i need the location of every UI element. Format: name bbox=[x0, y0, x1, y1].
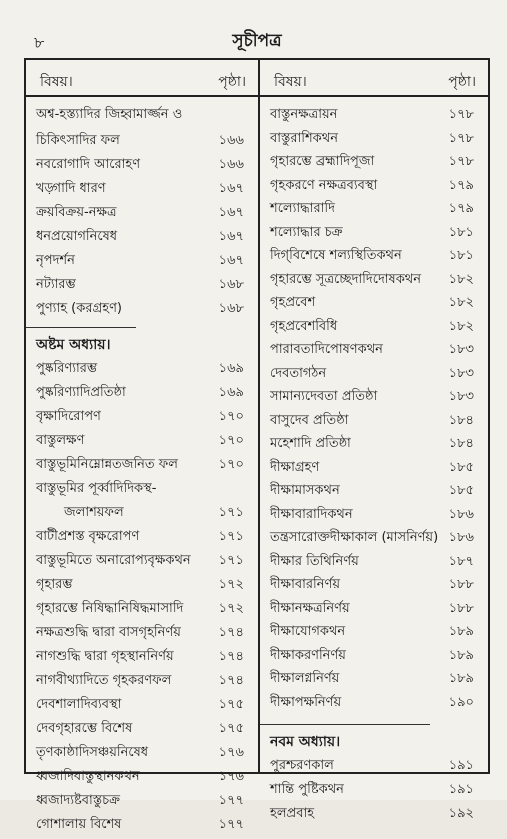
right-entry-list bbox=[260, 95, 488, 828]
toc-entry bbox=[260, 293, 488, 317]
toc-entry bbox=[260, 129, 488, 153]
entry-page-number: ১৭৪ bbox=[218, 673, 244, 688]
entry-text: তন্ত্রসারোক্তদীক্ষাকাল (মাসনির্ণয়) bbox=[270, 530, 439, 545]
toc-entry bbox=[26, 791, 258, 815]
entry-page-number: ১৬৭ bbox=[218, 205, 244, 220]
toc-entry bbox=[260, 804, 488, 828]
entry-text: ধ্বজাদ্যষ্টবাস্তুচক্র bbox=[36, 793, 121, 808]
toc-entry bbox=[26, 623, 258, 647]
toc-entry bbox=[26, 671, 258, 695]
entry-text: দীক্ষাবারাদিকথন bbox=[270, 506, 353, 522]
toc-entry bbox=[260, 434, 488, 458]
entry-page-number: ১৭৬ bbox=[218, 769, 244, 784]
entry-page-number: ১৮২ bbox=[448, 318, 474, 334]
toc-entry bbox=[26, 647, 258, 671]
toc-entry bbox=[260, 270, 488, 294]
entry-text: দিগ্‌বিশেষে শল্যস্থিতিকথন bbox=[270, 248, 402, 263]
toc-entry bbox=[260, 693, 488, 717]
toc-entry bbox=[260, 528, 488, 552]
entry-text: বাস্তুভূমির পূর্ব্বাদিদিকস্থ- bbox=[36, 481, 157, 496]
entry-text: দীক্ষার তিথিনির্ণয় bbox=[270, 553, 359, 569]
entry-page-number: ১৭৯ bbox=[448, 201, 474, 216]
toc-entry bbox=[260, 364, 488, 388]
entry-page-number: ১৬৮ bbox=[218, 277, 244, 292]
entry-text: জলাশয়ফল bbox=[64, 505, 124, 520]
entry-page-number: ১৭০ bbox=[218, 409, 244, 424]
page-header bbox=[24, 26, 490, 54]
toc-entry bbox=[26, 179, 258, 203]
toc-entry bbox=[26, 575, 258, 599]
toc-entry bbox=[260, 152, 488, 176]
entry-page-number: ১৮১ bbox=[448, 248, 474, 263]
entry-text: মহেশাদি প্রতিষ্ঠা bbox=[270, 436, 351, 451]
toc-entry bbox=[26, 359, 258, 383]
entry-page-number: ১৮৬ bbox=[448, 506, 474, 522]
left-column bbox=[26, 60, 258, 839]
left-column-header bbox=[26, 60, 258, 95]
entry-page-number: ১৯০ bbox=[448, 694, 474, 710]
toc-entry bbox=[260, 669, 488, 693]
entry-text: অশ্ব-হস্ত্যাদির জিহ্বামার্জ্জন ও bbox=[36, 107, 183, 122]
entry-text: গৃহারম্ভ bbox=[36, 577, 73, 592]
entry-page-number: ১৮৮ bbox=[448, 600, 474, 616]
right-column-header bbox=[260, 60, 488, 95]
entry-page-number: ১৭১ bbox=[218, 505, 244, 520]
entry-text: গৃহপ্রবেশবিধি bbox=[270, 318, 338, 334]
page-number: ৮ bbox=[34, 33, 45, 52]
entry-page-number: ১৭১ bbox=[218, 553, 244, 568]
entry-text: বাস্তুভূমিনিম্নোন্নতজনিত ফল bbox=[36, 457, 178, 472]
entry-text: দেবতাগঠন bbox=[270, 365, 327, 381]
entry-page-number: ১৬৬ bbox=[218, 133, 244, 148]
toc-entry bbox=[260, 105, 488, 129]
toc-entry bbox=[26, 407, 258, 431]
entry-text: বাস্তুলক্ষণ bbox=[36, 433, 85, 448]
entry-text: দীক্ষাপক্ষনির্ণয় bbox=[270, 694, 342, 710]
toc-entry bbox=[26, 383, 258, 407]
toc-entry bbox=[26, 155, 258, 179]
entry-text: নৃপদর্শন bbox=[36, 253, 75, 268]
toc-entry bbox=[260, 223, 488, 247]
entry-page-number: ১৭৭ bbox=[218, 817, 244, 832]
entry-page-number: ১৮৩ bbox=[448, 389, 474, 404]
toc-entry bbox=[26, 719, 258, 743]
entry-text: সামান্যদেবতা প্রতিষ্ঠা bbox=[270, 389, 378, 404]
entry-text: বাটীপ্রশস্ত বৃক্ষরোপণ bbox=[36, 529, 140, 544]
toc-entry bbox=[260, 599, 488, 623]
left-entry-list bbox=[26, 95, 258, 839]
toc-entry bbox=[260, 340, 488, 364]
toc-entry bbox=[26, 131, 258, 155]
entry-page-number: ১৮৩ bbox=[448, 365, 474, 381]
right-column bbox=[260, 60, 488, 828]
entry-page-number: ১৭৬ bbox=[218, 745, 244, 760]
entry-page-number: ১৮১ bbox=[448, 224, 474, 240]
toc-entry bbox=[26, 299, 258, 323]
page-heading: পৃষ্ঠা। bbox=[218, 74, 246, 90]
toc-entry bbox=[26, 815, 258, 839]
entry-page-number: ১৮৫ bbox=[448, 483, 474, 498]
entry-page-number: ১৭৯ bbox=[448, 177, 474, 193]
entry-page-number: ১৮৯ bbox=[448, 647, 474, 663]
entry-text: দীক্ষামাসকথন bbox=[270, 483, 340, 498]
toc-entry bbox=[260, 317, 488, 341]
entry-text: দীক্ষাযোগকথন bbox=[270, 624, 346, 639]
toc-entry bbox=[260, 246, 488, 270]
entry-text: তৃণকাষ্ঠাদিসঞ্চয়নিষেধ bbox=[36, 745, 149, 760]
entry-text: নবম অধ্যায়। bbox=[270, 734, 341, 750]
entry-page-number: ১৭৮ bbox=[448, 154, 474, 169]
toc-entry bbox=[260, 646, 488, 670]
entry-page-number: ১৭২ bbox=[218, 577, 244, 592]
toc-entry bbox=[26, 767, 258, 791]
toc-entry bbox=[260, 176, 488, 200]
entry-page-number: ১৮২ bbox=[448, 271, 474, 287]
entry-text: গোশালায় বিশেষ bbox=[36, 817, 122, 832]
toc-entry bbox=[260, 481, 488, 505]
toc-entry bbox=[260, 756, 488, 780]
toc-entry bbox=[26, 431, 258, 455]
toc-entry bbox=[260, 575, 488, 599]
entry-page-number: ১৭৪ bbox=[218, 649, 244, 664]
entry-text: ধনপ্রয়োগনিষেধ bbox=[36, 229, 118, 244]
entry-page-number: ১৭৫ bbox=[218, 697, 244, 712]
entry-page-number: ১৬৭ bbox=[218, 181, 244, 196]
section-heading bbox=[26, 323, 258, 359]
toc-entry bbox=[260, 622, 488, 646]
entry-page-number: ১৮৪ bbox=[448, 412, 474, 428]
entry-text: গৃহকরণে নক্ষত্রব্যবস্থা bbox=[270, 177, 378, 193]
toc-entry bbox=[260, 505, 488, 529]
entry-text: গৃহারম্ভে সূত্রচ্ছেদাদিদোষকথন bbox=[270, 271, 421, 287]
toc-entry bbox=[26, 551, 258, 575]
entry-text: বাস্তুরাশিকথন bbox=[270, 130, 338, 146]
entry-text: দেবশালাদিব্যবস্থা bbox=[36, 697, 122, 712]
entry-page-number: ১৭০ bbox=[218, 433, 244, 448]
entry-page-number: ১৬৭ bbox=[218, 229, 244, 244]
page-heading: পৃষ্ঠা। bbox=[448, 74, 476, 90]
entry-page-number: ১৮৭ bbox=[448, 553, 474, 569]
toc-entry bbox=[260, 199, 488, 223]
page-title: সূচীপত্র bbox=[232, 31, 282, 51]
entry-text: গৃহারম্ভে ব্রহ্মাদিপূজা bbox=[270, 154, 375, 169]
entry-page-number: ১৭৭ bbox=[218, 793, 244, 808]
entry-page-number: ১৮৩ bbox=[448, 342, 474, 357]
entry-text: খড়্গাদি ধারণ bbox=[36, 181, 106, 196]
entry-page-number: ১৬৮ bbox=[218, 301, 244, 316]
entry-page-number: ১৯২ bbox=[448, 806, 474, 821]
entry-page-number: ১৯১ bbox=[448, 758, 474, 773]
toc-entry bbox=[260, 458, 488, 482]
section-rule bbox=[26, 327, 136, 328]
topic-heading: বিষয়। bbox=[40, 74, 73, 90]
entry-page-number: ১৮৬ bbox=[448, 530, 474, 545]
entry-page-number: ১৬৯ bbox=[218, 361, 244, 376]
entry-page-number: ১৯১ bbox=[448, 782, 474, 797]
entry-text: দীক্ষাবারনির্ণয় bbox=[270, 577, 341, 592]
toc-entry bbox=[26, 527, 258, 551]
entry-text: পুষ্করিণ্যারম্ভ bbox=[36, 361, 98, 376]
entry-text: দীক্ষানক্ষত্রনির্ণয় bbox=[270, 600, 350, 616]
entry-text: অষ্টম অধ্যায়। bbox=[36, 337, 111, 353]
entry-text: গৃহপ্রবেশ bbox=[270, 295, 316, 310]
entry-page-number: ১৮২ bbox=[448, 295, 474, 310]
toc-entry bbox=[26, 455, 258, 479]
entry-text: পুণ্যাহ (করগ্রহণ) bbox=[36, 301, 123, 316]
toc-entry bbox=[260, 411, 488, 435]
entry-page-number: ১৮৯ bbox=[448, 671, 474, 686]
entry-text: হলপ্রবাহ bbox=[270, 806, 315, 821]
toc-entry bbox=[26, 227, 258, 251]
entry-page-number: ১৭১ bbox=[218, 529, 244, 544]
entry-page-number: ১৭৪ bbox=[218, 625, 244, 640]
entry-page-number: ১৬৬ bbox=[218, 157, 244, 172]
entry-text: শল্যোদ্ধারাদি bbox=[270, 201, 335, 216]
entry-page-number: ১৭৮ bbox=[448, 107, 474, 122]
section-rule bbox=[260, 724, 430, 725]
entry-text: বাস্তুনক্ষত্রায়ন bbox=[270, 107, 338, 122]
entry-page-number: ১৭৮ bbox=[448, 130, 474, 146]
entry-text: পুষ্করিণ্যাদিপ্রতিষ্ঠা bbox=[36, 385, 126, 400]
entry-page-number: ১৮৪ bbox=[448, 436, 474, 451]
entry-text: ধ্বজাদিবাস্তুস্থানকথন bbox=[36, 769, 140, 784]
entry-text: দীক্ষাগ্রহণ bbox=[270, 459, 320, 475]
entry-text: নক্ষত্রশুদ্ধি দ্বারা বাসগৃহনির্ণয় bbox=[36, 625, 181, 640]
toc-entry bbox=[26, 695, 258, 719]
entry-text: দীক্ষালগ্ননির্ণয় bbox=[270, 671, 340, 686]
entry-text: গৃহারম্ভে নিষিদ্ধানিষিদ্ধমাসাদি bbox=[36, 601, 184, 616]
toc-entry bbox=[260, 387, 488, 411]
toc-entry bbox=[26, 599, 258, 623]
toc-entry bbox=[26, 203, 258, 227]
toc-entry bbox=[26, 275, 258, 299]
entry-page-number: ১৮৫ bbox=[448, 459, 474, 475]
toc-entry bbox=[260, 780, 488, 804]
entry-text: ক্রয়বিক্রয়-নক্ষত্র bbox=[36, 205, 117, 220]
entry-text: নাগবীথ্যাদিতে গৃহকরণফল bbox=[36, 673, 172, 688]
entry-page-number: ১৬৭ bbox=[218, 253, 244, 268]
entry-page-number: ১৮৯ bbox=[448, 624, 474, 639]
entry-text: পুরশ্চরণকাল bbox=[270, 758, 334, 773]
entry-text: দেবগৃহারম্ভে বিশেষ bbox=[36, 721, 133, 736]
entry-page-number: ১৭৫ bbox=[218, 721, 244, 736]
toc-entry bbox=[26, 503, 258, 527]
entry-text: বাস্তুভূমিতে অনারোপ্যবৃক্ষকথন bbox=[36, 553, 191, 568]
entry-page-number: ১৭০ bbox=[218, 457, 244, 472]
entry-page-number: ১৮৮ bbox=[448, 577, 474, 592]
entry-text: শান্তি পুষ্টিকথন bbox=[270, 782, 344, 797]
toc-entry bbox=[26, 105, 258, 131]
entry-page-number: ১৭২ bbox=[218, 601, 244, 616]
entry-text: দীক্ষাকরণনির্ণয় bbox=[270, 647, 346, 663]
entry-text: শল্যোদ্ধার চক্র bbox=[270, 224, 343, 240]
entry-text: বৃক্ষাদিরোপণ bbox=[36, 409, 101, 424]
toc-entry bbox=[26, 479, 258, 503]
entry-text: নাগশুদ্ধি দ্বারা গৃহস্থাননির্ণয় bbox=[36, 649, 174, 664]
entry-page-number: ১৬৯ bbox=[218, 385, 244, 400]
entry-text: পারাবতাদিপোষণকথন bbox=[270, 342, 383, 357]
entry-text: বাসুদেব প্রতিষ্ঠা bbox=[270, 412, 349, 428]
entry-text: নট্যারম্ভ bbox=[36, 277, 76, 292]
toc-entry bbox=[26, 251, 258, 275]
toc-entry bbox=[260, 552, 488, 576]
entry-text: চিকিৎসাদির ফল bbox=[36, 133, 120, 148]
topic-heading: বিষয়। bbox=[274, 74, 307, 90]
toc-entry bbox=[26, 743, 258, 767]
section-heading bbox=[260, 716, 488, 756]
entry-text: নবরোগাদি আরোহণ bbox=[36, 157, 141, 172]
